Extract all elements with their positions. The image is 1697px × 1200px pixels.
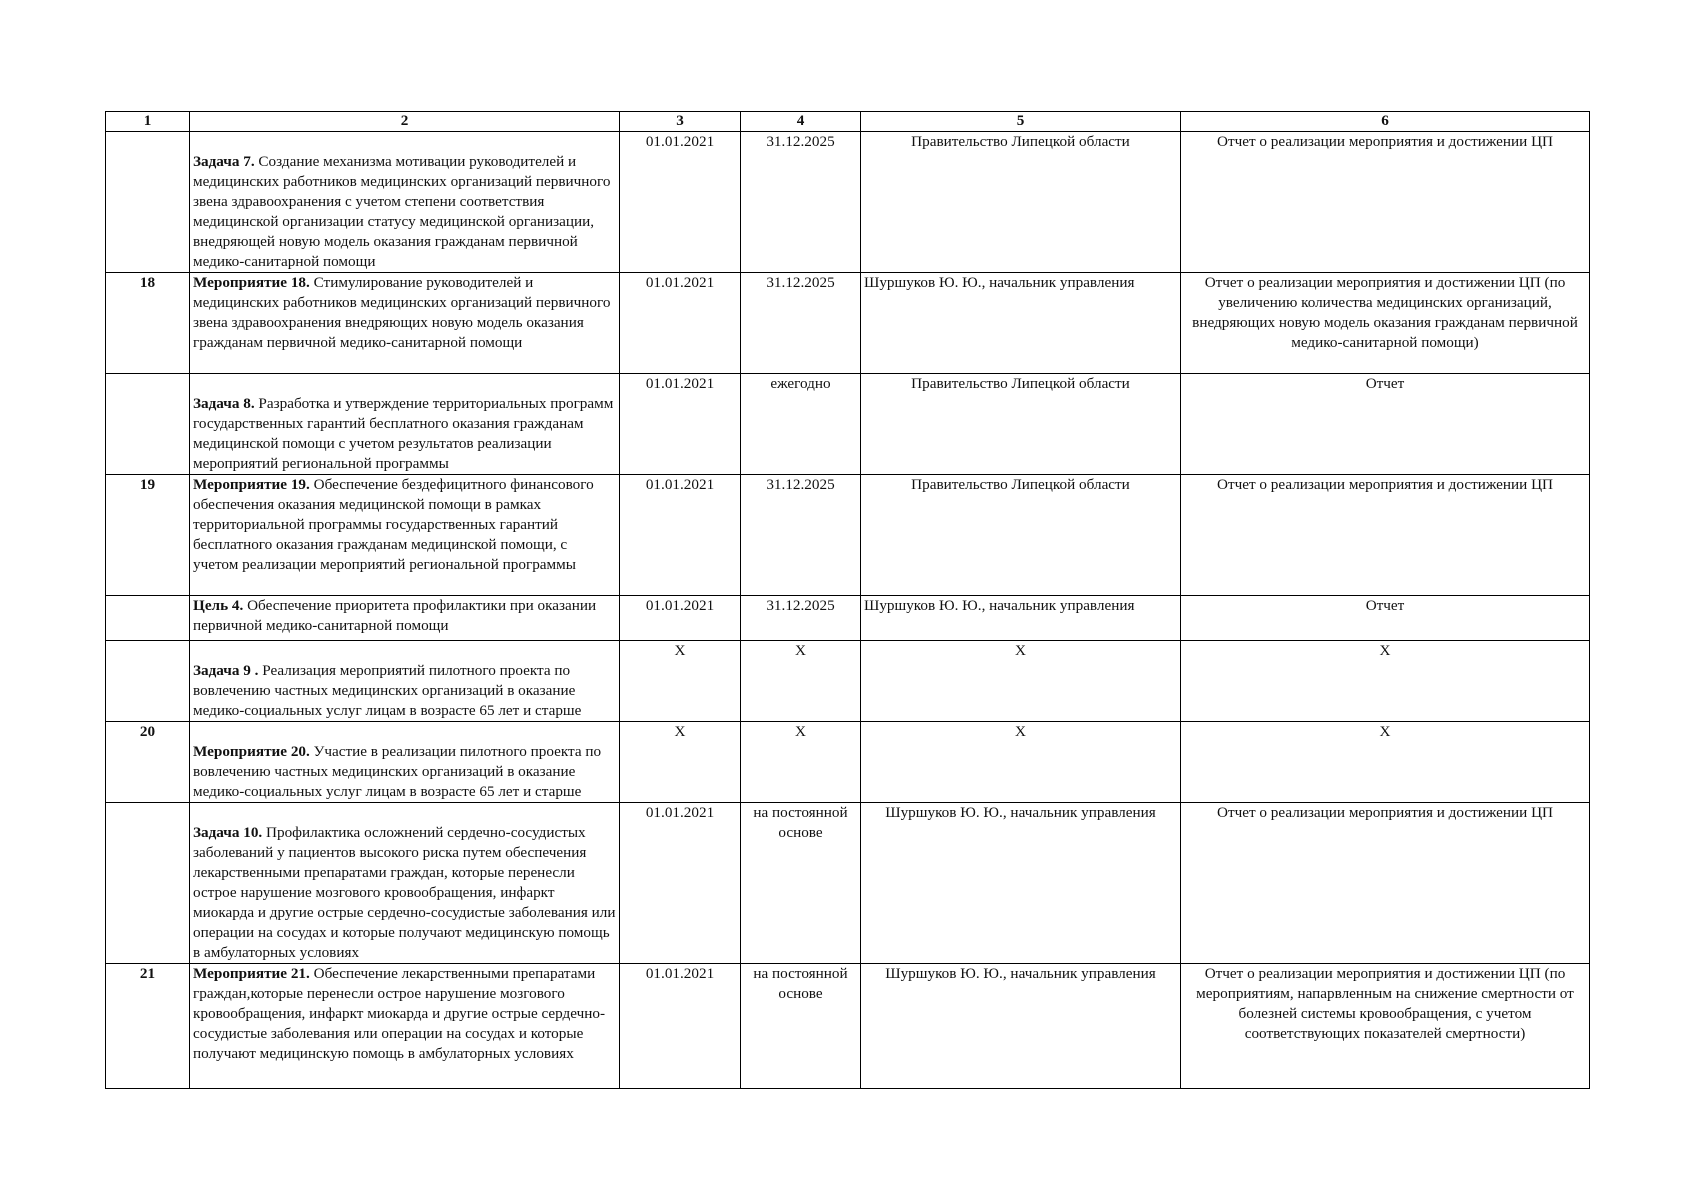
row-number: 18 bbox=[106, 273, 190, 374]
row-result: Отчет о реализации мероприятия и достижении ЦП bbox=[1181, 475, 1590, 596]
row-result: Отчет о реализации мероприятия и достижении ЦП bbox=[1181, 132, 1590, 273]
row-start-date: 01.01.2021 bbox=[620, 596, 741, 641]
row-responsible: Правительство Липецкой области bbox=[861, 475, 1181, 596]
row-start-date: 01.01.2021 bbox=[620, 132, 741, 273]
row-end-date: на постоянной основе bbox=[741, 964, 861, 1089]
table-row bbox=[106, 273, 1590, 374]
row-end-date: Х bbox=[741, 722, 861, 803]
activity-table bbox=[105, 111, 1590, 1089]
col-header-4: 4 bbox=[741, 112, 861, 132]
row-text: Стимулирование руководителей и медицинских работников медицинских организаций первичного звена здравоохранения внедряющих новую модель оказания гражданам первичной медико-санитарной помощи bbox=[193, 274, 611, 351]
row-lead: Мероприятие 20. bbox=[193, 743, 310, 760]
row-lead: Мероприятие 18. bbox=[193, 274, 310, 291]
row-number bbox=[106, 596, 190, 641]
row-lead: Мероприятие 19. bbox=[193, 476, 310, 493]
row-description bbox=[190, 475, 620, 596]
row-responsible: Х bbox=[861, 641, 1181, 722]
col-header-1: 1 bbox=[106, 112, 190, 132]
row-number: 21 bbox=[106, 964, 190, 1089]
row-text: Обеспечение бездефицитного финансового обеспечения оказания медицинской помощи в рамках территориальной программы государственных гарантий бесплатного оказания гражданам медицинской помощи, с учетом реализации мероприятий региональной программы bbox=[193, 476, 594, 573]
row-number: 19 bbox=[106, 475, 190, 596]
row-result: Отчет о реализации мероприятия и достижении ЦП (по мероприятиям, напарвленным на снижение смертности от болезней системы кровообращения, с учетом соответствующих показателей смертности) bbox=[1181, 964, 1590, 1089]
row-description bbox=[190, 596, 620, 641]
row-description bbox=[190, 132, 620, 273]
row-description bbox=[190, 964, 620, 1089]
row-lead: Задача 8. bbox=[193, 395, 255, 412]
header-row bbox=[106, 112, 1590, 132]
row-text: Обеспечение приоритета профилактики при оказании первичной медико-санитарной помощи bbox=[193, 597, 597, 634]
table-row bbox=[106, 374, 1590, 475]
row-result: Отчет о реализации мероприятия и достижении ЦП (по увеличению количества медицинских организаций, внедряющих новую модель оказания гражданам первичной медико-санитарной помощи) bbox=[1181, 273, 1590, 374]
row-description bbox=[190, 641, 620, 722]
row-responsible: Шуршуков Ю. Ю., начальник управления bbox=[861, 964, 1181, 1089]
row-result: Отчет bbox=[1181, 596, 1590, 641]
row-end-date: 31.12.2025 bbox=[741, 132, 861, 273]
row-result: Х bbox=[1181, 722, 1590, 803]
row-responsible: Правительство Липецкой области bbox=[861, 374, 1181, 475]
row-text: Обеспечение лекарственными препаратами граждан,которые перенесли острое нарушение мозгового кровообращения, инфаркт миокарда и другие острые сердечно-сосудистые заболевания или операции на сосудах и которые получают медицинскую помощь в амбулаторных условиях bbox=[193, 965, 606, 1062]
row-text: Разработка и утверждение территориальных программ государственных гарантий бесплатного оказания гражданам медицинской помощи с учетом результатов реализации мероприятий региональной программы bbox=[193, 395, 614, 472]
row-lead: Мероприятие 21. bbox=[193, 965, 310, 982]
row-end-date: Х bbox=[741, 641, 861, 722]
row-start-date: 01.01.2021 bbox=[620, 475, 741, 596]
row-number: 20 bbox=[106, 722, 190, 803]
row-result: Х bbox=[1181, 641, 1590, 722]
row-description bbox=[190, 722, 620, 803]
table-row bbox=[106, 641, 1590, 722]
row-text: Профилактика осложнений сердечно-сосудистых заболеваний у пациентов высокого риска путем обеспечения лекарственными препаратами граждан, которые перенесли острое нарушение мозгового кровообращения, инфаркт миокарда и другие острые сердечно-сосудистые заболевания или операции на сосудах и которые получают медицинскую помощь в амбулаторных условиях bbox=[193, 824, 616, 961]
table-row bbox=[106, 596, 1590, 641]
row-start-date: Х bbox=[620, 641, 741, 722]
row-text: Участие в реализации пилотного проекта по вовлечению частных медицинских организаций в оказание медико-социальных услуг лицам в возрасте 65 лет и старше bbox=[193, 743, 602, 800]
row-result: Отчет о реализации мероприятия и достижении ЦП bbox=[1181, 803, 1590, 964]
row-number bbox=[106, 132, 190, 273]
row-text: Создание механизма мотивации руководителей и медицинских работников медицинских организаций первичного звена здравоохранения с учетом степени соответствия медицинской организации статусу медицинской организации, внедряющей новую модель оказания гражданам первичной медико-санитарной помощи bbox=[193, 153, 611, 270]
row-text: Реализация мероприятий пилотного проекта по вовлечению частных медицинских организаций в оказание медико-социальных услуг лицам в возрасте 65 лет и старше bbox=[193, 662, 582, 719]
row-end-date: 31.12.2025 bbox=[741, 475, 861, 596]
table-row bbox=[106, 132, 1590, 273]
row-number bbox=[106, 374, 190, 475]
row-start-date: 01.01.2021 bbox=[620, 964, 741, 1089]
row-lead: Цель 4. bbox=[193, 597, 244, 614]
row-number bbox=[106, 803, 190, 964]
row-responsible: Правительство Липецкой области bbox=[861, 132, 1181, 273]
table-row bbox=[106, 475, 1590, 596]
row-end-date: 31.12.2025 bbox=[741, 273, 861, 374]
row-start-date: 01.01.2021 bbox=[620, 803, 741, 964]
row-lead: Задача 9 . bbox=[193, 662, 259, 679]
row-end-date: на постоянной основе bbox=[741, 803, 861, 964]
row-responsible: Шуршуков Ю. Ю., начальник управления bbox=[861, 273, 1181, 374]
col-header-5: 5 bbox=[861, 112, 1181, 132]
col-header-2: 2 bbox=[190, 112, 620, 132]
col-header-6: 6 bbox=[1181, 112, 1590, 132]
row-description bbox=[190, 273, 620, 374]
row-result: Отчет bbox=[1181, 374, 1590, 475]
table-row bbox=[106, 964, 1590, 1089]
row-description bbox=[190, 803, 620, 964]
row-responsible: Х bbox=[861, 722, 1181, 803]
row-end-date: 31.12.2025 bbox=[741, 596, 861, 641]
row-start-date: 01.01.2021 bbox=[620, 273, 741, 374]
row-number bbox=[106, 641, 190, 722]
row-start-date: 01.01.2021 bbox=[620, 374, 741, 475]
col-header-3: 3 bbox=[620, 112, 741, 132]
row-end-date: ежегодно bbox=[741, 374, 861, 475]
row-description bbox=[190, 374, 620, 475]
row-lead: Задача 7. bbox=[193, 153, 255, 170]
row-lead: Задача 10. bbox=[193, 824, 263, 841]
table-row bbox=[106, 803, 1590, 964]
row-start-date: Х bbox=[620, 722, 741, 803]
row-responsible: Шуршуков Ю. Ю., начальник управления bbox=[861, 803, 1181, 964]
row-responsible: Шуршуков Ю. Ю., начальник управления bbox=[861, 596, 1181, 641]
table-row bbox=[106, 722, 1590, 803]
